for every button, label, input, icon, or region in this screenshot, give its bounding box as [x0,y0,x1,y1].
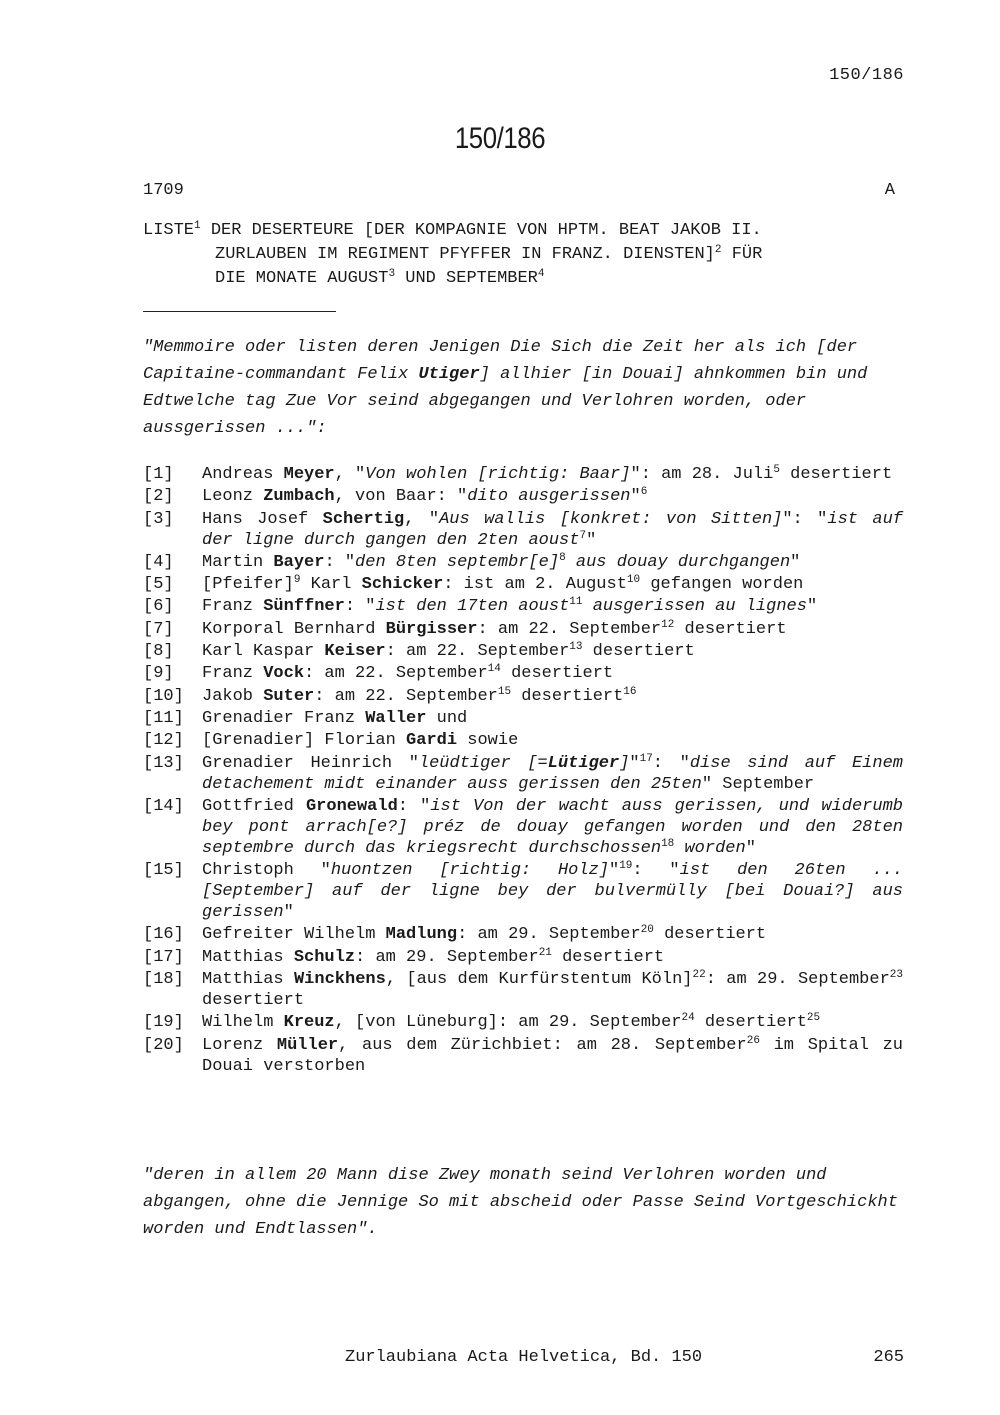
text-run: desertiert [694,1013,807,1033]
list-item [143,708,903,729]
list-item [143,509,903,551]
quoted-text: Von wohlen [richtig: Baar] [365,465,631,484]
entry-text [202,641,903,662]
text-run: Grenadier Heinrich " [202,753,419,773]
entry-text [202,730,903,751]
surname: Vock [263,664,305,684]
text-run: und [426,708,468,728]
text-run: [Grenadier] Florian [202,731,407,751]
document-year: 1709 [143,181,184,200]
list-item [143,686,903,707]
footnote-ref[interactable]: 1 [194,220,201,232]
quote-name-bold: Utiger [418,365,480,384]
text-run: desertiert [582,642,695,662]
text-run: Gefreiter Wilhelm [202,925,386,945]
text-run: , " [404,509,440,529]
entry-number: [1] [143,465,174,484]
text-run: Jakob [202,686,264,706]
quoted-text: dise sind auf Einem detachement midt einander auss gerissen den 25ten [202,753,903,794]
quoted-text: leüdtiger [= [418,753,548,773]
entry-number: [14] [143,796,184,816]
surname: Kreuz [283,1013,335,1033]
list-item [143,619,903,640]
list-item [143,860,903,923]
list-item [143,796,903,859]
footnote-ref[interactable]: 8 [559,551,566,564]
text-run: desertiert [674,619,787,639]
entry-number: [5] [143,575,174,595]
surname: Bürgisser [385,619,478,639]
footnote-ref[interactable]: 7 [579,529,587,542]
footnote-ref[interactable]: 12 [661,618,675,631]
surname: Schertig [322,509,405,529]
surname: Waller [365,708,427,728]
text-run: Grenadier Franz [202,708,366,728]
footnote-ref[interactable]: 4 [537,268,545,280]
list-item [143,753,903,795]
quoted-text: ist den 26ten ... [September] auf der ligne bey der bulvermülly [bei Douai?] aus gerissen [202,861,903,923]
entry-text [202,947,903,968]
text-run: Leonz [202,487,264,507]
entry-text [202,596,903,617]
footnote-ref[interactable]: 2 [714,244,722,256]
entry-number: [3] [143,509,174,529]
text-run: Matthias [202,970,294,990]
entry-number: [4] [143,552,174,572]
quoted-text: ist den 17ten aoust [375,597,570,617]
surname: Madlung [385,925,458,945]
footnote-ref[interactable]: 11 [569,596,583,609]
quoted-text: ] [619,753,630,773]
text-run: Karl Kaspar [202,642,325,662]
text-run: : " [344,597,376,617]
quoted-text: aus douay durchgangen [565,552,791,572]
footnote-ref[interactable]: 3 [388,268,396,280]
entry-number: [10] [143,686,184,706]
entry-number: [7] [143,619,174,639]
surname: Gardi [406,731,458,751]
footnote-ref[interactable]: 18 [661,837,675,850]
text-run: desertiert [202,991,305,1011]
quoted-text: ist Von der wacht auss gerissen, und widerumb bey pont arrach[e?] préz de douay gefangen worden und den 28ten septembre durch das kriegsrecht durchschossen [202,796,903,858]
text-run: " September [701,774,815,794]
running-head: 150/186 [829,66,904,85]
list-item [143,641,903,662]
quoted-text: huontzen [richtig: Holz] [330,861,609,881]
text-run: Wilhelm [202,1013,284,1033]
footnote-ref[interactable]: 9 [293,574,301,587]
surname: Zumbach [263,487,335,507]
entry-text [202,509,903,551]
footnote-ref[interactable]: 16 [623,685,637,698]
footnote-ref[interactable]: 17 [639,752,653,765]
entry-number: [8] [143,642,174,662]
text-run: : am 29. September [705,970,890,990]
text-run: " [630,487,641,507]
quoted-text: worden [674,838,746,858]
entry-text [202,753,903,795]
entry-number: [16] [143,925,184,945]
entry-text [202,796,903,859]
text-run: , [aus dem Kurfürstentum Köln] [385,970,693,990]
footnote-ref[interactable]: 25 [806,1012,821,1025]
text-run: sowie [457,731,519,751]
surname: Schulz [293,947,356,967]
entry-text [202,1035,903,1077]
surname: Sünffner [263,597,345,617]
footnote-ref[interactable]: 26 [746,1034,760,1047]
footnote-ref[interactable]: 13 [569,641,583,654]
entry-number: [15] [143,861,184,881]
text-run: desertiert [511,686,624,706]
text-run: , aus dem Zürichbiet: am 28. September [338,1035,747,1055]
text-run: : ist am 2. August [443,575,627,595]
text-run: , von Baar: " [334,487,468,507]
list-item [143,486,903,507]
text-run: desertiert [653,925,767,945]
text-run: im Spital zu Douai verstorben [202,1035,904,1076]
text-run: Lorenz [202,1035,277,1055]
text-run: " [790,552,801,572]
footnote-ref[interactable]: 22 [692,969,706,982]
text-run: Gottfried [202,796,306,816]
text-run: " [806,597,818,617]
text-run: : am 29. September [457,925,641,945]
entry-text [202,860,903,923]
text-run: : am 22. September [477,619,662,639]
text-run: gefangen worden [640,575,804,595]
list-item [143,730,903,751]
text-run: , " [334,465,366,484]
surname: Lütiger [547,753,620,773]
entry-text [202,663,903,684]
list-item [143,663,903,684]
quoted-text: Aus wallis [konkret: von Sitten] [439,509,783,529]
entry-number: [13] [143,753,184,773]
text-run: Andreas [202,465,284,484]
quoted-text: ausgerissen au lignes [582,597,807,617]
list-item [143,464,903,485]
text-run: " [283,903,294,923]
entry-text [202,619,903,640]
footnote-ref[interactable]: 21 [538,946,552,959]
document-heading [143,219,903,291]
text-run: : " [652,753,690,773]
surname: Keiser [324,642,386,662]
entry-text [202,486,903,507]
list-item [143,574,903,595]
list-item [143,947,903,968]
text-run: Karl [300,575,362,595]
entry-number: [12] [143,731,184,751]
list-item [143,969,903,1011]
text-run: Martin [202,552,274,572]
text-run: Franz [202,664,264,684]
text-run: ": am 28. Juli [630,465,774,484]
text-run: : am 22. September [314,686,498,706]
quoted-text: ist auf der ligne durch gangen den 2ten aoust [202,509,903,550]
text-run: : am 22. September [304,664,488,684]
surname: Suter [263,686,315,706]
text-run: : " [632,861,680,881]
text-run: ": " [782,509,828,529]
page-number: 265 [873,1348,904,1367]
surname: Winckhens [293,970,386,990]
document-letter: A [884,181,895,200]
quoted-text: dito ausgerissen [467,487,631,507]
text-run: " [745,838,756,858]
text-run: : am 29. September [355,947,539,967]
heading-line-3: DIE MONATE AUGUST$^3$ UND SEPTEMBER$^4$ [215,268,545,288]
text-run: Korporal Bernhard [202,619,386,639]
entry-text [202,969,903,1011]
footnote-ref[interactable]: 14 [487,663,501,676]
entry-text [202,552,903,573]
text-run: [Pfeifer] [202,575,294,595]
text-run: : " [324,552,356,572]
heading-line-1: LISTE$^1$ DER DESERTEURE [DER KOMPAGNIE VON HPTM. BEAT JAKOB II. [143,220,762,240]
quote-outro: "deren in allem 20 Mann dise Zwey monath seind Verlohren worden und abgangen, ohne die Jennige So mit abscheid oder Passe Seind Vortgeschickht worden und Endtlassen". [143,1166,898,1239]
text-run: desertiert [551,947,665,967]
text-run: Franz [202,597,264,617]
entry-text [202,686,903,707]
entry-number: [20] [143,1035,184,1055]
deserter-list [143,464,903,1078]
entry-number: [17] [143,947,184,967]
document-title: 150/186 [454,122,546,155]
text-run: : " [397,796,431,816]
text-run: Christoph " [202,861,331,881]
text-run: " [586,530,597,550]
footnote-ref[interactable]: 10 [626,574,641,587]
text-run: " [629,753,640,773]
surname: Meyer [283,465,335,484]
text-run: , [von Lüneburg]: am 29. September [334,1013,682,1033]
entry-text [202,464,903,485]
list-item [143,1012,903,1033]
list-item [143,1035,903,1077]
entry-number: [19] [143,1013,184,1033]
list-item [143,924,903,945]
heading-rule [143,311,336,312]
entry-number: [2] [143,487,174,507]
footnote-ref[interactable]: 24 [681,1012,695,1025]
text-run: " [608,861,620,881]
surname: Gronewald [305,796,398,816]
entry-text [202,708,903,729]
surname: Müller [276,1035,339,1055]
footnote-ref[interactable]: 6 [640,486,648,499]
entry-number: [6] [143,597,174,617]
text-run: Matthias [202,947,294,967]
list-item [143,552,903,573]
quoted-text: den 8ten septembr[e] [355,552,560,572]
footnote-ref[interactable]: 19 [619,860,633,873]
entry-number: [18] [143,970,184,990]
footnote-ref[interactable]: 20 [640,924,654,937]
entry-text [202,574,903,595]
heading-line-2: ZURLAUBEN IM REGIMENT PFYFFER IN FRANZ. DIENSTEN]$^2$ FÜR [215,244,763,264]
list-item [143,596,903,617]
quote-intro: "Memmoire oder listen deren Jenigen Die Sich die Zeit her als ich [der Capitaine-commandant Felix Utiger] allhier [in Douai] ahnkommen bin und Edtwelche tag Zue Vor seind abgegangen und Verlohren worden, oder aussgerissen ...": [143,338,868,438]
text-run: : am 22. September [385,642,570,662]
footnote-ref[interactable]: 15 [497,685,512,698]
text-run: desertiert [500,664,614,684]
entry-number: [9] [143,664,174,684]
footer-title: Zurlaubiana Acta Helvetica, Bd. 150 [345,1348,703,1367]
surname: Schicker [361,575,444,595]
entry-text [202,1012,903,1033]
footnote-ref[interactable]: 5 [773,464,780,476]
surname: Bayer [273,552,325,572]
text-run: Hans Josef [202,509,323,529]
entry-number: [11] [143,708,184,728]
text-run: desertiert [779,465,893,484]
footnote-ref[interactable]: 23 [889,969,903,982]
entry-text [202,924,903,945]
